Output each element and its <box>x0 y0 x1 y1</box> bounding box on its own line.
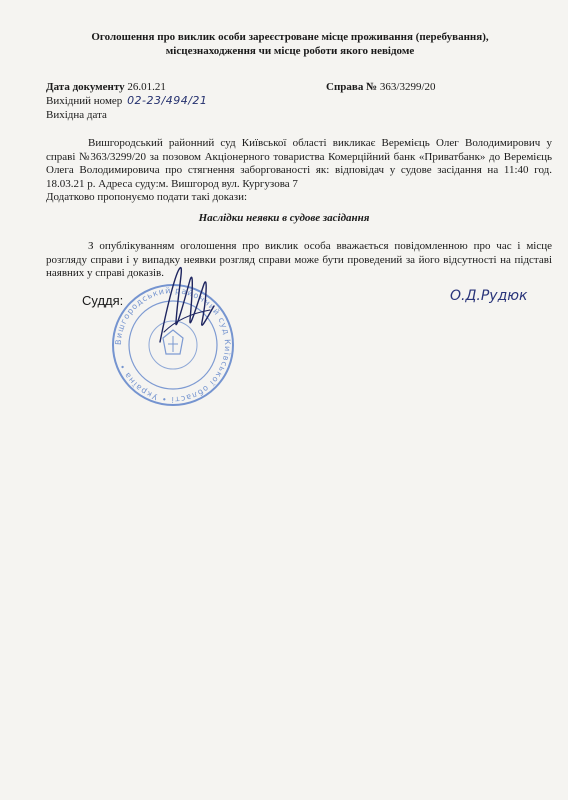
judge-label: Суддя: <box>82 293 124 308</box>
outgoing-date-label: Вихідна дата <box>46 109 107 121</box>
outgoing-number <box>46 94 207 108</box>
date-label: Дата документу <box>46 81 125 93</box>
consequences-heading: Наслідки неявки в судове засідання <box>198 212 370 224</box>
document-title <box>40 30 540 58</box>
outgoing-number-label: Вихідний номер <box>46 95 123 107</box>
summons-paragraph: Вишгородський районний суд Київської області викликає Веремієць Олег Володимирович у справі №363/3299/20 за позовом Акціонерного товариства Комерційний банк «Приватбанк» до Веремієць Олега Володимировича про стягнення заборгованості як: відповідач у судове засідання на 11:40 год. 18.03.21 р. Адреса суду:м. Вишгород вул. Кургузова 7 <box>46 137 552 190</box>
case-label: Справа № <box>326 81 378 93</box>
outgoing-date <box>46 108 107 122</box>
judge-name-handwritten <box>446 280 536 310</box>
consequences-paragraph: З опублікуванням оголошення про виклик особа вважається повідомленною про час і місце розгляду справи і у випадку неявки розгляд справи може бути проведений за його відсутності на підставі наявних у справі доказів. <box>46 240 552 279</box>
document-date <box>46 80 166 94</box>
case-value: 363/3299/20 <box>379 81 436 93</box>
seal-lettering: Вишгородський районний суд Київської області • Україна • <box>113 285 233 405</box>
outgoing-number-handwritten: 02-23/494/21 <box>127 94 208 107</box>
title-line-2: місцезнаходження чи місце роботи якого невідоме <box>165 45 415 57</box>
case-number <box>326 80 436 94</box>
date-value: 26.01.21 <box>127 81 166 93</box>
judge-name-text: О.Д.Рудюк <box>450 288 528 304</box>
evidence-note: Додатково пропонуємо подати такі докази: <box>46 191 248 203</box>
title-line-1: Оголошення про виклик особи зареєстроване місце проживання (перебування), <box>91 31 489 43</box>
handwritten-signature <box>150 262 220 352</box>
